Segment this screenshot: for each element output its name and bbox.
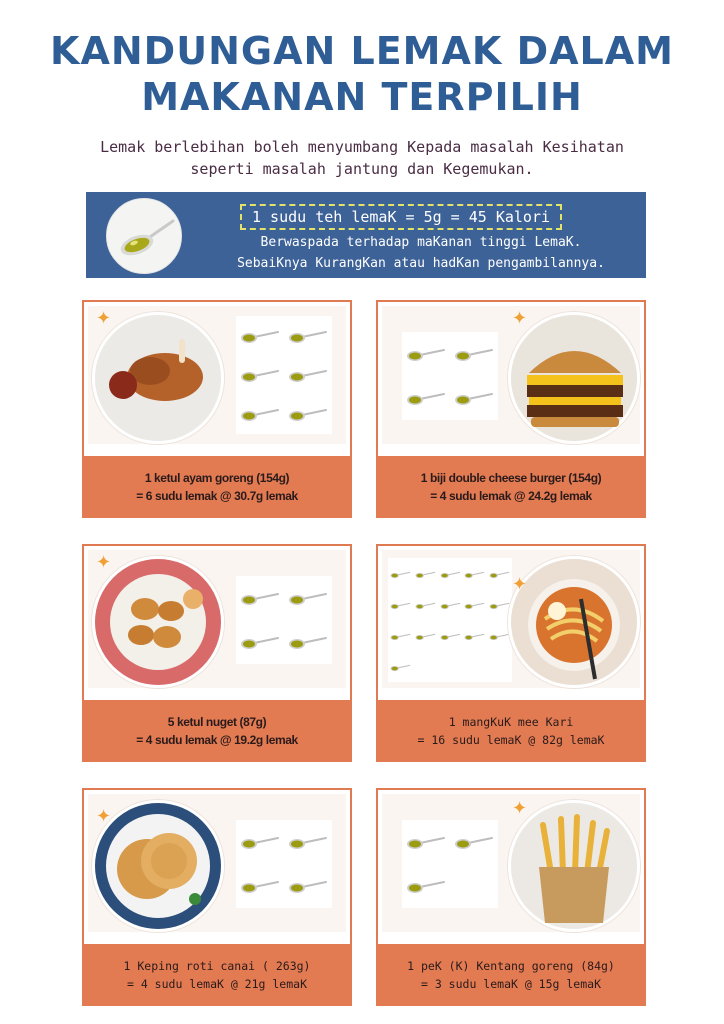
banner-note-line-2: SebaiKnya KurangKan atau hadKan pengambilannya. (237, 256, 605, 271)
title-line-2: MAKANAN TERPILIH (141, 75, 583, 119)
oil-spoon-icon (440, 629, 461, 643)
oil-spoon-icon (489, 629, 510, 643)
oil-spoon-icon (415, 567, 436, 581)
subtitle-line-1: Lemak berlebihan boleh menyumbang Kepada masalah Kesihatan (100, 138, 624, 156)
oil-spoon-icon (454, 347, 494, 361)
fat-calorie-formula: 1 sudu teh lemaK = 5g = 45 Kalori (240, 204, 562, 230)
food-portion: 1 ketul ayam goreng (154g) (144, 471, 290, 485)
food-label (376, 456, 646, 518)
spoon-grid (402, 332, 498, 420)
food-fat: = 4 sudu lemak @ 19.2g lemak (136, 733, 298, 747)
sparkle-icon: ✦ (96, 806, 112, 827)
french-fries-icon (508, 800, 640, 932)
fried-chicken-icon (92, 308, 224, 444)
roti-canai-icon (92, 800, 224, 932)
nugget-icon (92, 552, 224, 688)
oil-spoon-icon (489, 567, 510, 581)
oil-spoon-icon (288, 407, 328, 421)
oil-spoon-icon (390, 598, 411, 612)
sparkle-icon: ✦ (512, 798, 528, 819)
subtitle (60, 136, 664, 180)
oil-spoon-icon (464, 629, 485, 643)
sparkle-icon: ✦ (512, 574, 528, 595)
oil-spoon-icon (288, 591, 328, 605)
oil-spoon-icon (406, 347, 446, 361)
oil-spoon-icon (454, 835, 494, 849)
oil-spoon-icon (454, 391, 494, 405)
sparkle-icon: ✦ (96, 308, 112, 329)
food-card-nuggets (82, 544, 352, 762)
food-fat: = 3 sudu lemaK @ 15g lemaK (420, 977, 601, 991)
oil-spoon-icon (240, 591, 280, 605)
subtitle-line-2: seperti masalah jantung dan Kegemukan. (190, 160, 534, 178)
banner-note-line-1: Berwaspada terhadap maKanan tinggi LemaK. (260, 235, 582, 250)
oil-spoon-icon (390, 629, 411, 643)
oil-spoon-icon (415, 629, 436, 643)
oil-spoon-icon (240, 835, 280, 849)
oil-spoon-icon (464, 598, 485, 612)
food-card-curry-noodles (376, 544, 646, 762)
spoon-grid (402, 820, 498, 908)
sparkle-icon: ✦ (512, 308, 528, 329)
oil-spoon-icon (288, 329, 328, 343)
food-label (376, 700, 646, 762)
food-card-roti-canai (82, 788, 352, 1006)
oil-spoon-icon (240, 368, 280, 382)
title-line-1: KANDUNGAN LEMAK DALAM (50, 29, 674, 73)
oil-spoon-icon (406, 835, 446, 849)
oil-spoon-icon (440, 567, 461, 581)
oil-spoon-icon (240, 329, 280, 343)
oil-spoon-icon (390, 567, 411, 581)
food-label (82, 700, 352, 762)
food-fat: = 6 sudu lemak @ 30.7g lemak (136, 489, 298, 503)
info-banner (86, 192, 646, 278)
food-portion: 1 Keping roti canai ( 263g) (123, 959, 311, 973)
oil-spoon-icon (240, 407, 280, 421)
oil-spoon-icon (288, 635, 328, 649)
food-portion: 1 biji double cheese burger (154g) (420, 471, 602, 485)
curry-noodle-icon (508, 556, 640, 688)
oil-spoon-icon (406, 391, 446, 405)
burger-icon (508, 308, 640, 444)
banner-note (206, 232, 636, 274)
page-title (0, 28, 724, 120)
oil-spoon-icon (288, 368, 328, 382)
oil-spoon-icon (288, 835, 328, 849)
food-portion: 1 peK (K) Kentang goreng (84g) (407, 959, 615, 973)
oil-spoon-icon (288, 879, 328, 893)
food-card-fried-chicken (82, 300, 352, 518)
food-fat: = 16 sudu lemaK @ 82g lemaK (417, 733, 605, 747)
sparkle-icon: ✦ (96, 552, 112, 573)
spoon-grid (236, 820, 332, 908)
food-label (82, 456, 352, 518)
spoon-grid (388, 558, 512, 682)
oil-spoon-icon (390, 660, 411, 674)
spoon-grid (236, 316, 332, 434)
oil-spoon-icon (240, 635, 280, 649)
oil-spoon-icon (489, 598, 510, 612)
food-portion: 5 ketul nuget (87g) (167, 715, 267, 729)
food-fat: = 4 sudu lemak @ 24.2g lemak (430, 489, 592, 503)
oil-spoon-icon (406, 879, 446, 893)
oil-spoon-icon (240, 879, 280, 893)
oil-spoon-icon (440, 598, 461, 612)
food-label (82, 944, 352, 1006)
food-card-burger (376, 300, 646, 518)
oil-spoon-icon (415, 598, 436, 612)
oil-spoon-icon (464, 567, 485, 581)
food-fat: = 4 sudu lemaK @ 21g lemaK (126, 977, 307, 991)
oil-spoon-icon (106, 198, 182, 274)
food-label (376, 944, 646, 1006)
spoon-grid (236, 576, 332, 664)
food-card-french-fries (376, 788, 646, 1006)
food-portion: 1 mangKuK mee Kari (448, 715, 574, 729)
